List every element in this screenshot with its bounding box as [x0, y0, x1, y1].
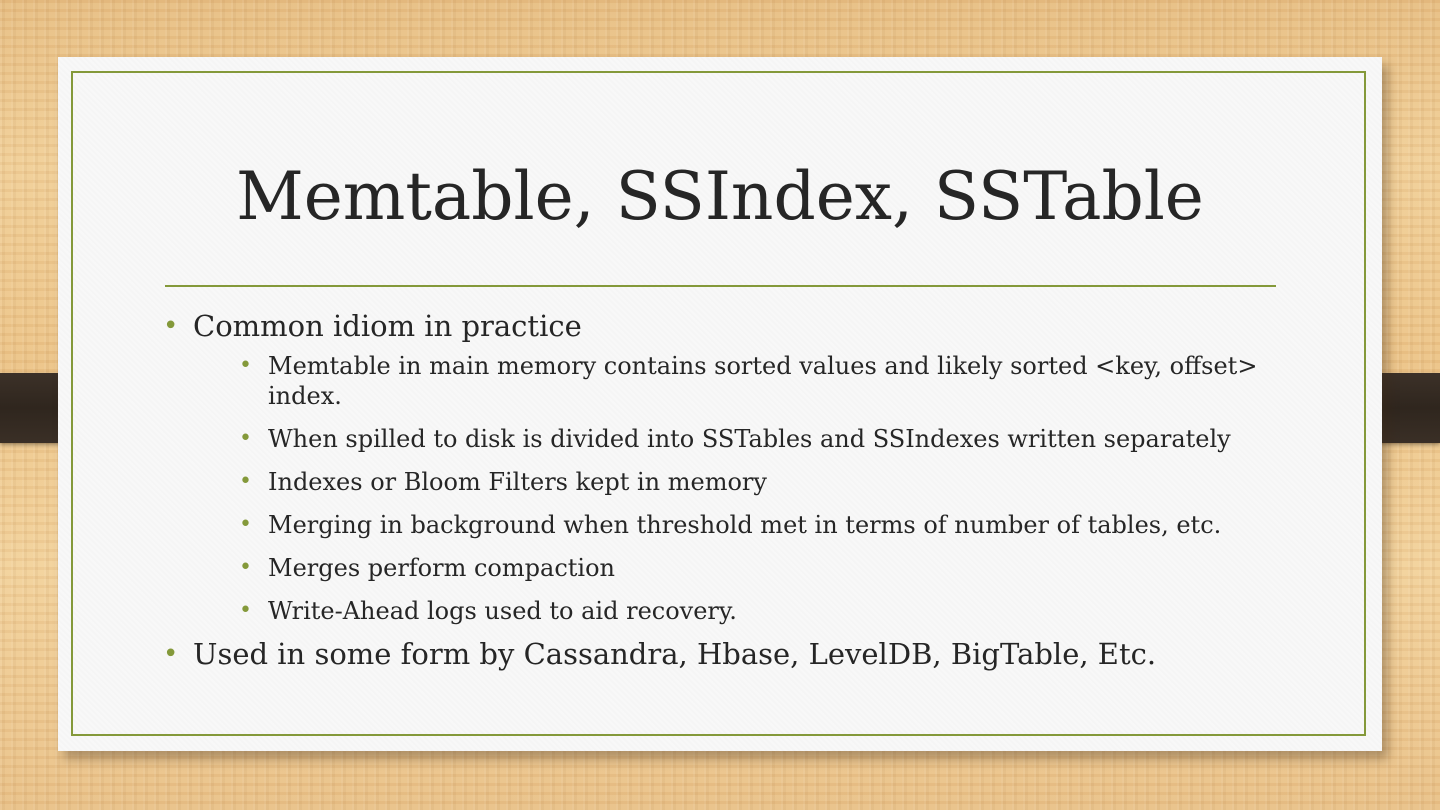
slide-body: [163, 307, 1283, 673]
sub-bullet-text: When spilled to disk is divided into SSTables and SSIndexes written separately: [268, 425, 1231, 453]
bullet-icon: •: [163, 311, 179, 341]
bullet-text: Common idiom in practice: [193, 309, 582, 343]
bullet-icon: •: [239, 426, 252, 451]
sub-bullet-item: [193, 467, 1283, 497]
bullet-icon: •: [239, 353, 252, 378]
sub-bullet-text: Write-Ahead logs used to aid recovery.: [268, 597, 737, 625]
bullet-item: [163, 307, 1283, 626]
sub-bullet-item: [193, 596, 1283, 626]
sub-bullet-text: Merging in background when threshold met in terms of number of tables, etc.: [268, 511, 1222, 539]
sub-bullet-text: Merges perform compaction: [268, 554, 615, 582]
sub-bullet-text: Indexes or Bloom Filters kept in memory: [268, 468, 767, 496]
bullet-item: [163, 635, 1283, 673]
sub-bullet-item: [193, 553, 1283, 583]
bullet-icon: •: [239, 598, 252, 623]
sub-bullet-item: [193, 351, 1283, 411]
bullet-icon: •: [239, 555, 252, 580]
slide-title: Memtable, SSIndex, SSTable: [236, 158, 1204, 235]
sub-bullet-item: [193, 424, 1283, 454]
bullet-list: [163, 307, 1283, 673]
bullet-icon: •: [239, 512, 252, 537]
sub-bullet-text: Memtable in main memory contains sorted values and likely sorted <key, offset> index.: [268, 352, 1258, 410]
bullet-text: Used in some form by Cassandra, Hbase, LevelDB, BigTable, Etc.: [193, 637, 1157, 671]
title-divider: [165, 285, 1276, 287]
sub-bullet-list: [193, 351, 1283, 626]
bullet-icon: •: [163, 639, 179, 669]
slide-card: [58, 57, 1382, 751]
bullet-icon: •: [239, 469, 252, 494]
sub-bullet-item: [193, 510, 1283, 540]
